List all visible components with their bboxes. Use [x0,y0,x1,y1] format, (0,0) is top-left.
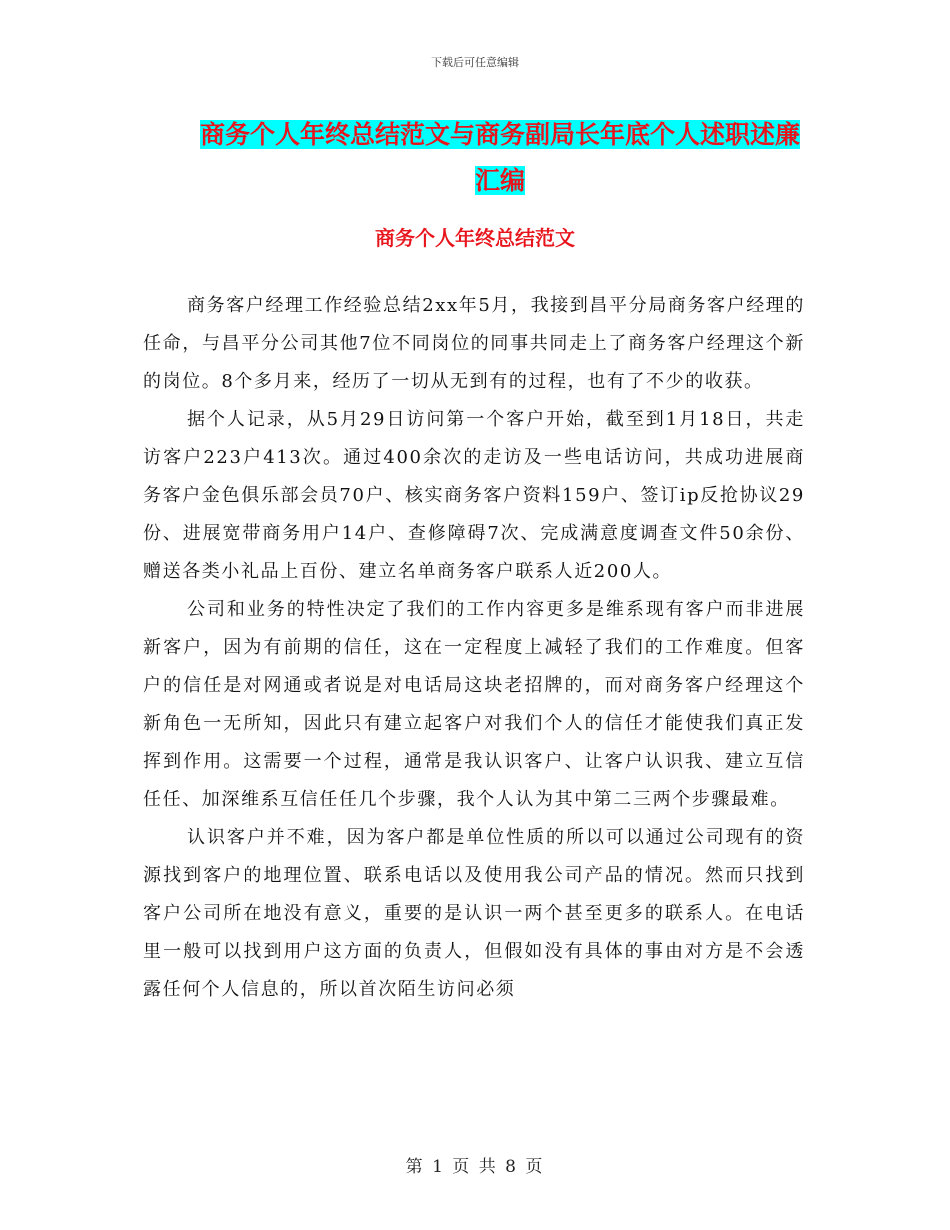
paragraph: 据个人记录，从5月29日访问第一个客户开始，截至到1月18日，共走访客户223户413次。通过400余次的走访及一些电话访问，共成功进展商务客户金色俱乐部会员70户、核实商务客户资料159户、签订ip反抢协议29份、进展宽带商务用户14户、查修障碍7次、完成满意度调查文件50余份、赠送各类小礼品上百份、建立名单商务客户联系人近200人。 [143,409,805,582]
paragraph: 商务客户经理工作经验总结2xx年5月，我接到昌平分局商务客户经理的任命，与昌平分公司其他7位不同岗位的同事共同走上了商务客户经理这个新的岗位。8个多月来，经历了一切从无到有的过程，也有了不少的收获。 [143,295,806,392]
document-title [190,112,810,204]
page-number: 第 1 页 共 8 页 [405,1157,545,1177]
document-title-text: 商务个人年终总结范文与商务副局长年底个人述职述廉汇编 [199,120,800,195]
document-body [143,287,805,1009]
section-title: 商务个人年终总结范文 [375,226,575,250]
paragraph: 公司和业务的特性决定了我们的工作内容更多是维系现有客户而非进展新客户，因为有前期的信任，这在一定程度上减轻了我们的工作难度。但客户的信任是对网通或者说是对电话局这块老招牌的，而对商务客户经理这个新角色一无所知，因此只有建立起客户对我们个人的信任才能使我们真正发挥到作用。这需要一个过程，通常是我认识客户、让客户认识我、建立互信任任、加深维系互信任任几个步骤，我个人认为其中第二三两个步骤最难。 [143,599,805,810]
page-header-note: 下载后可任意编辑 [431,56,519,69]
paragraph: 认识客户并不难，因为客户都是单位性质的所以可以通过公司现有的资源找到客户的地理位置、联系电话以及使用我公司产品的情况。然而只找到客户公司所在地没有意义，重要的是认识一两个甚至更多的联系人。在电话里一般可以找到用户这方面的负责人，但假如没有具体的事由对方是不会透露任何个人信息的，所以首次陌生访问必须 [143,827,805,1000]
